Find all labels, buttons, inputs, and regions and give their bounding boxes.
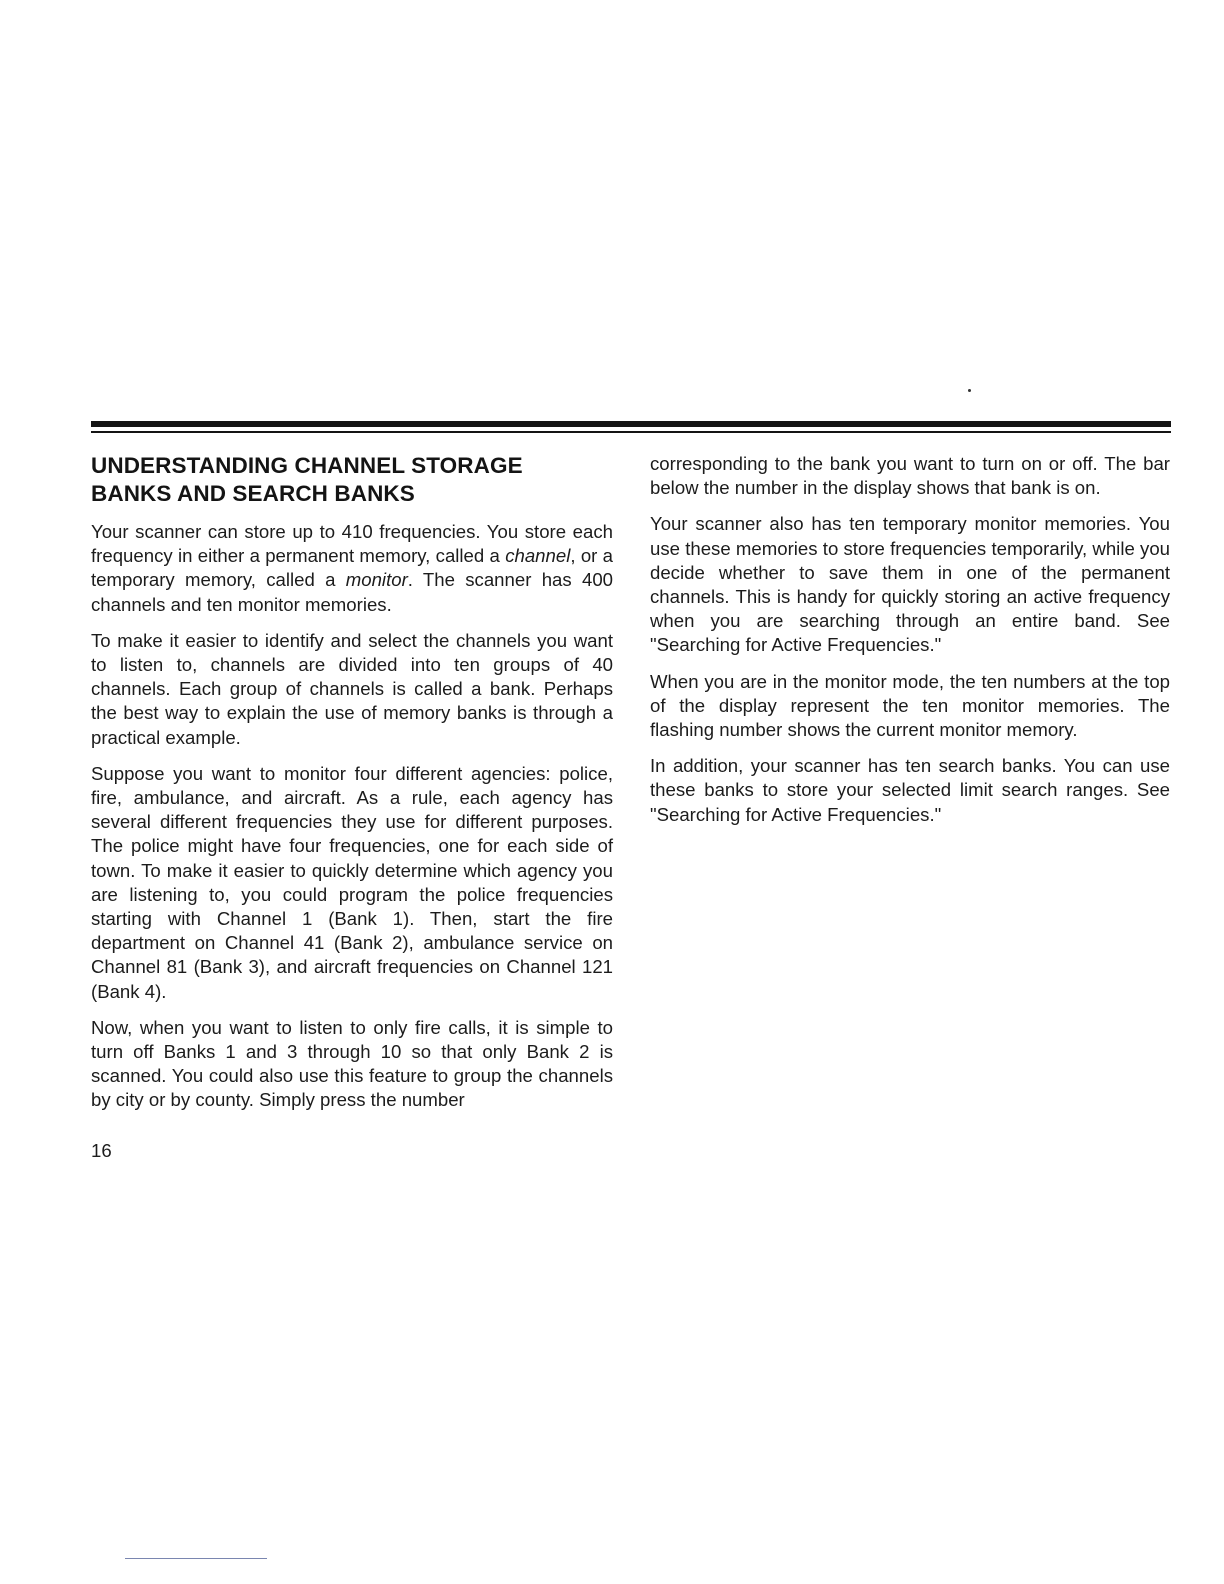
paragraph-monitor-mode: When you are in the monitor mode, the ten numbers at the top of the display represent the ten monitor memories. The flashing number shows the current monitor memory. [650, 670, 1170, 741]
paragraph-turn-off-banks: Now, when you want to listen to only fire calls, it is simple to turn off Banks 1 and 3 through 10 so that only Bank 2 is scanned. You could also use this feature to group the channels by city or by county. Simply press the number [91, 1016, 613, 1111]
page-number: 16 [91, 1140, 112, 1161]
text-run: , or a temporary memory, called a [91, 545, 613, 591]
section-heading-line-1: UNDERSTANDING CHANNEL STORAGE [91, 453, 523, 478]
paragraph-bank-toggle: corresponding to the bank you want to turn on or off. The bar below the number in the display shows that bank is on. [650, 453, 1170, 499]
paragraph-banks-intro: To make it easier to identify and select the channels you want to listen to, channels are divided into ten groups of 40 channels. Each group of channels is called a bank. Perhaps the best way to explain the use of memory banks is through a practical example. [91, 629, 613, 748]
text-run: Your scanner can store up to 410 frequencies. You store each frequency in either a permanent memory, called a [91, 521, 613, 567]
paragraph-agencies-example: Suppose you want to monitor four different agencies: police, fire, ambulance, and aircraft. As a rule, each agency has several different frequencies they use for different purposes. The police might have four frequencies, one for each side of town. To make it easier to quickly determine which agency you are listening to, you could program the police frequencies starting with Channel 1 (Bank 1). Then, start the fire department on Channel 41 (Bank 2), ambulance service on Channel 81 (Bank 3), and aircraft frequencies on Channel 121 (Bank 4). [91, 762, 613, 1002]
section-heading [91, 452, 613, 508]
term-monitor: monitor [345, 569, 408, 591]
header-rule-thin [91, 431, 1171, 433]
paragraph-monitor-memories: Your scanner also has ten temporary monitor memories. You use these memories to store frequencies temporarily, while you decide whether to save them in one of the permanent channels. This is handy for quickly storing an active frequency when you are searching through an entire band. See "Searching for Active Frequencies." [650, 513, 1170, 656]
right-column [650, 452, 1170, 839]
paragraph-search-banks: In addition, your scanner has ten search banks. You can use these banks to store your selected limit search ranges. See "Searching for Active Frequencies." [650, 755, 1170, 825]
paragraph-storage-capacity [91, 520, 613, 617]
left-column [91, 452, 613, 1125]
bottom-divider [125, 1558, 267, 1559]
header-rule-thick [91, 421, 1171, 427]
scan-speck [968, 389, 971, 392]
section-heading-line-2: BANKS AND SEARCH BANKS [91, 481, 415, 506]
term-channel: channel [505, 545, 571, 567]
text-run: . The scanner has 400 channels and ten monitor memories. [91, 569, 613, 615]
